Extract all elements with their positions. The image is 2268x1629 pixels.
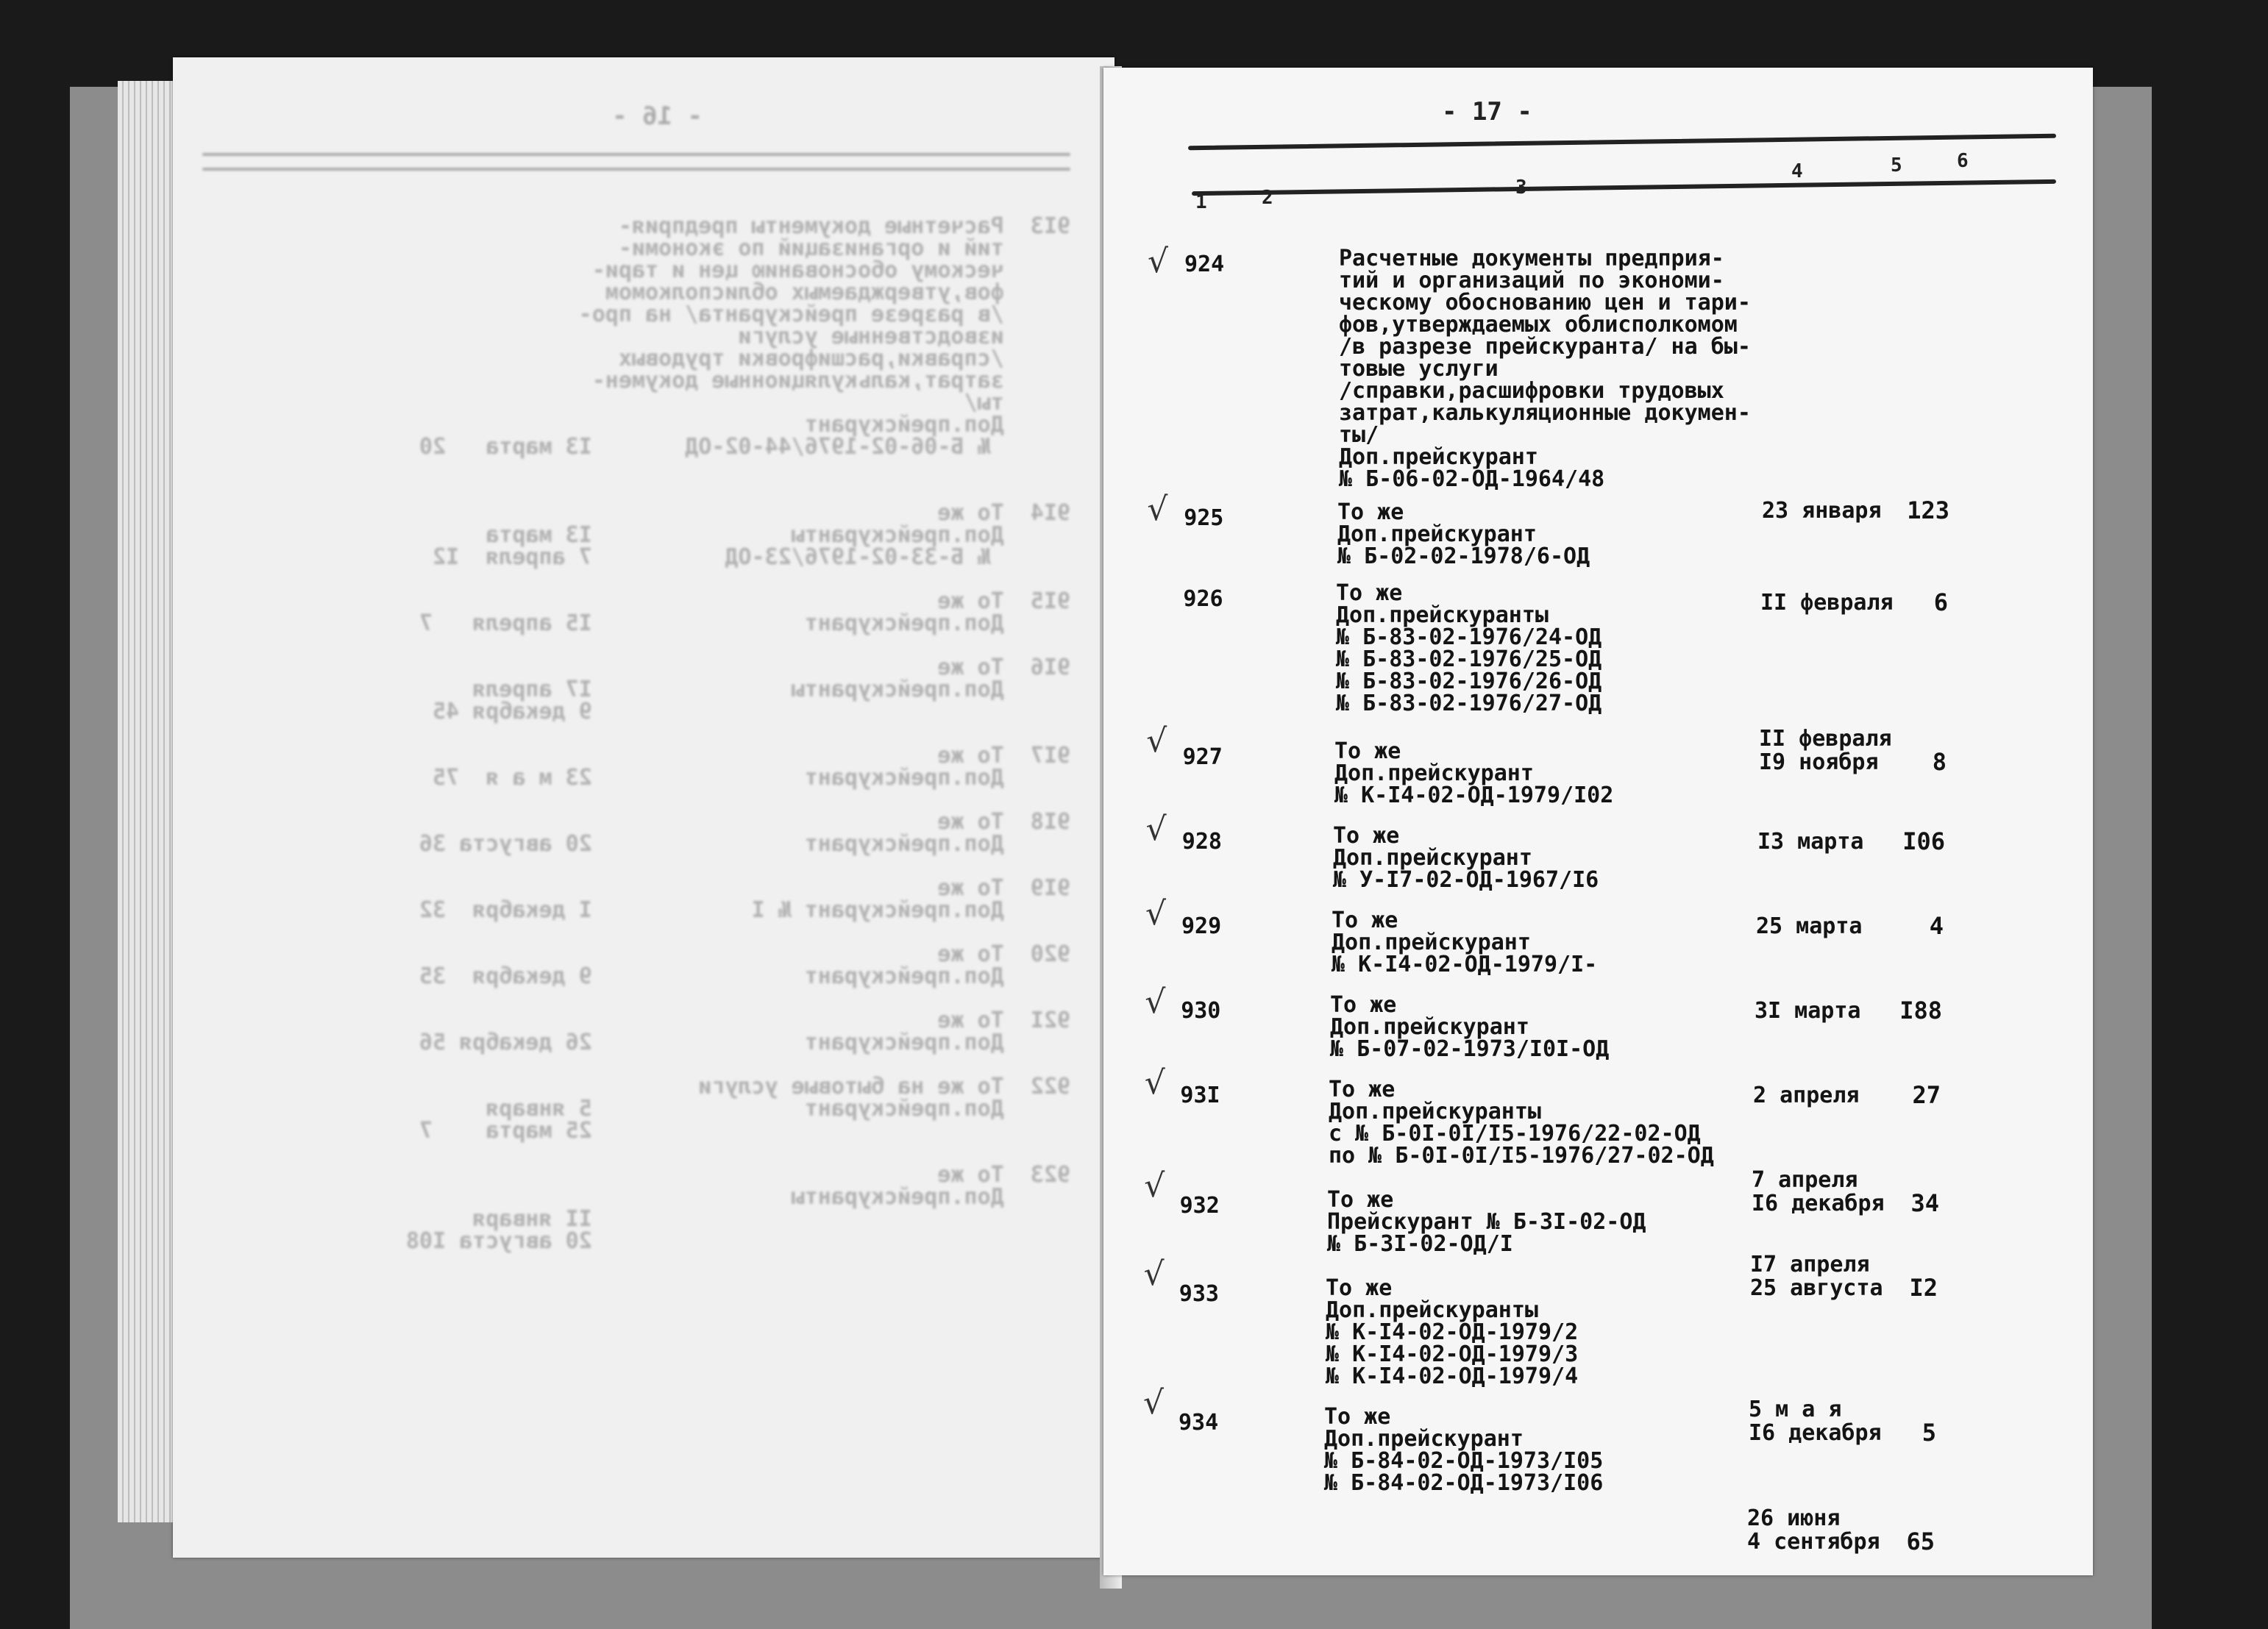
description-line: № Б-83-02-1976/26-ОД <box>1336 669 1602 694</box>
description-line: То же <box>1324 1404 1391 1430</box>
description-line: № Б-07-02-1973/I0I-ОД <box>1330 1036 1610 1062</box>
left-header-rule-2 <box>202 168 1070 171</box>
left-page-ghost-text: 9I3 Расчетные документы предприя- тий и организаций по экономи- ческому обоснованию цен и тари- фов,утверждаемых облисполкомом /в разрезе прейскуранта/ на про- изводственные услуги /справки,расшифровки трудовых затрат,калькуляционные докумен- ты/ Доп.прейскурант № Б-06-02-1976/44-02-ОД I3 марта 20 9I4 То же Доп.прейскуранты I3 марта № Б-33-02-1976/23-ОД 7 апреля I2 9I5 То же Доп.прейскурант I5 апреля 7 9I6 То же Доп.прейскуранты I7 апреля 9 декабря 45 9I7 То же Доп.прейскурант 23 м а я 75 9I8 То же Доп.прейскурант 20 августа 36 9I9 То же Доп.прейскурант № I I декабря 32 920 То же Доп.прейскурант 9 декабря 35 92I То же Доп.прейскурант 26 декабря 56 922 То же на бытовые услуги Доп.прейскурант 5 января 25 марта 7 923 То же Доп.прейскуранты II января 20 августа I08 <box>405 213 1070 1254</box>
description-line: № Б-3I-02-ОД/I <box>1327 1231 1513 1257</box>
right-page <box>1103 68 2093 1575</box>
description-line: Доп.прейскуранты <box>1329 1099 1541 1124</box>
description-line: № Б-02-02-1978/6-ОД <box>1337 543 1590 569</box>
entry-number: 924 <box>1184 252 1225 277</box>
left-page-bleed-through <box>173 57 1115 1558</box>
entry-sheet-count: 34 <box>1910 1189 1939 1217</box>
description-line: № У-I7-02-ОД-1967/I6 <box>1333 867 1599 893</box>
description-line: Расчетные документы предприя- <box>1339 246 1724 271</box>
column-header-5: 5 <box>1891 154 1902 177</box>
header-rule-top <box>1188 134 2056 150</box>
description-line: № Б-06-02-ОД-1964/48 <box>1339 466 1605 492</box>
description-line: № К-I4-02-ОД-1979/3 <box>1326 1341 1579 1367</box>
description-line: То же <box>1336 580 1403 606</box>
checkmark-icon: √ <box>1145 895 1167 933</box>
checkmark-icon: √ <box>1145 983 1166 1021</box>
description-line: № К-I4-02-ОД-1979/2 <box>1326 1319 1579 1345</box>
right-page-number: - 17 - <box>1442 97 1532 126</box>
entry-date: I9 ноября <box>1759 749 1879 775</box>
entry-number: 933 <box>1179 1281 1219 1307</box>
description-line: То же <box>1327 1187 1394 1213</box>
entry-date: II февраля <box>1759 726 1892 752</box>
description-line: № Б-83-02-1976/25-ОД <box>1336 646 1602 672</box>
column-header-1: 1 <box>1195 191 1207 213</box>
entry-sheet-count: 6 <box>1933 588 1948 616</box>
entry-date: 26 июня <box>1747 1505 1841 1531</box>
entry-sheet-count: 123 <box>1907 496 1949 524</box>
checkmark-icon: √ <box>1145 810 1167 848</box>
description-line: То же <box>1330 992 1397 1018</box>
column-header-6: 6 <box>1957 150 1969 172</box>
entry-number: 929 <box>1181 913 1222 939</box>
description-line: То же <box>1334 738 1401 764</box>
description-line: То же <box>1332 908 1398 933</box>
entry-description <box>1329 1079 1714 1167</box>
description-line: То же <box>1329 1077 1396 1102</box>
entry-number: 928 <box>1181 829 1222 855</box>
checkmark-icon: √ <box>1143 1255 1165 1293</box>
entry-description <box>1336 582 1602 715</box>
entry-description <box>1334 738 1614 808</box>
entry-description <box>1332 910 1597 976</box>
left-page <box>173 57 1115 1558</box>
entry-description <box>1324 1406 1603 1494</box>
checkmark-icon: √ <box>1146 722 1167 760</box>
entry-description <box>1330 994 1609 1061</box>
description-line: № Б-84-02-ОД-1973/I06 <box>1324 1470 1604 1496</box>
entry-number: 93I <box>1180 1083 1220 1108</box>
description-line: Доп.прейскуранты <box>1336 602 1549 628</box>
description-line: /в разрезе прейскуранта/ на бы- <box>1339 334 1751 360</box>
entry-number: 925 <box>1184 505 1224 531</box>
description-line: /справки,расшифровки трудовых <box>1339 378 1724 404</box>
entry-number: 932 <box>1179 1193 1220 1219</box>
entry-date: 25 марта <box>1756 913 1863 939</box>
entry-date: 4 сентября <box>1747 1529 1880 1555</box>
column-header-2: 2 <box>1262 187 1273 209</box>
entry-sheet-count: I06 <box>1902 827 1945 855</box>
entry-description <box>1326 1277 1578 1388</box>
entry-description <box>1327 1189 1646 1255</box>
entry-date: 3I марта <box>1755 998 1861 1024</box>
left-page-number: - 16 - <box>612 101 703 131</box>
description-line: ты/ <box>1339 422 1379 448</box>
entry-sheet-count: I88 <box>1899 997 1942 1024</box>
entry-date: 25 августа <box>1750 1275 1883 1301</box>
entry-date: I6 декабря <box>1752 1191 1885 1216</box>
entry-sheet-count: 65 <box>1906 1528 1935 1555</box>
checkmark-icon: √ <box>1144 1064 1165 1102</box>
description-line: Доп.прейскурант <box>1330 1014 1529 1040</box>
entry-number: 934 <box>1179 1410 1219 1436</box>
description-line: То же <box>1326 1275 1393 1301</box>
description-line: Доп.прейскурант <box>1339 444 1538 470</box>
entry-number: 926 <box>1183 586 1223 612</box>
description-line: ческому обоснованию цен и тари- <box>1339 290 1751 316</box>
column-header-3: 3 <box>1515 177 1527 199</box>
description-line: затрат,калькуляционные докумен- <box>1339 400 1751 426</box>
description-line: Доп.прейскурант <box>1333 845 1532 871</box>
description-line: № Б-83-02-1976/27-ОД <box>1336 691 1602 716</box>
entry-description <box>1333 825 1599 891</box>
description-line: Доп.прейскурант <box>1334 760 1534 786</box>
description-line: тий и организаций по экономи- <box>1339 268 1724 293</box>
description-line: Доп.прейскурант <box>1332 930 1531 955</box>
entry-description <box>1339 248 1751 491</box>
description-line: То же <box>1333 823 1400 849</box>
description-line: фов,утверждаемых облисполкомом <box>1339 312 1738 338</box>
description-line: по № Б-0I-0I/I5-1976/27-02-ОД <box>1329 1143 1714 1169</box>
header-rule-bottom <box>1192 179 2056 196</box>
description-line: № К-I4-02-ОД-1979/I- <box>1332 952 1598 977</box>
entry-sheet-count: 5 <box>1922 1419 1936 1447</box>
description-line: № К-I4-02-ОД-1979/4 <box>1326 1364 1579 1389</box>
description-line: № Б-84-02-ОД-1973/I05 <box>1324 1448 1604 1474</box>
entry-sheet-count: I2 <box>1909 1274 1938 1302</box>
checkmark-icon: √ <box>1148 243 1169 280</box>
entry-date: II февраля <box>1760 590 1894 616</box>
description-line: То же <box>1337 499 1404 525</box>
entry-date: 23 января <box>1762 498 1882 524</box>
column-header-4: 4 <box>1791 160 1803 182</box>
checkmark-icon: √ <box>1147 491 1168 528</box>
entry-date: 2 апреля <box>1753 1083 1860 1108</box>
entry-date: 5 м а я <box>1749 1397 1842 1422</box>
entry-description <box>1337 499 1590 569</box>
entry-date: 7 апреля <box>1752 1167 1858 1193</box>
entry-sheet-count: 4 <box>1929 912 1944 940</box>
entry-number: 927 <box>1182 744 1223 770</box>
entry-date: I7 апреля <box>1750 1252 1870 1277</box>
description-line: Доп.прейскурант <box>1337 521 1537 547</box>
left-header-rule <box>202 153 1070 156</box>
description-line: с № Б-0I-0I/I5-1976/22-02-ОД <box>1329 1121 1701 1147</box>
entry-number: 930 <box>1181 998 1221 1024</box>
description-line: Доп.прейскурант <box>1324 1426 1524 1452</box>
checkmark-icon: √ <box>1144 1167 1165 1205</box>
entry-sheet-count: 27 <box>1912 1081 1941 1109</box>
description-line: Доп.прейскуранты <box>1326 1297 1538 1323</box>
description-line: Прейскурант № Б-3I-02-ОД <box>1327 1209 1646 1235</box>
description-line: товые услуги <box>1339 356 1499 382</box>
description-line: № К-I4-02-ОД-1979/I02 <box>1334 783 1614 808</box>
entry-date: I6 декабря <box>1749 1420 1882 1446</box>
entry-sheet-count: 8 <box>1932 748 1947 776</box>
checkmark-icon: √ <box>1143 1384 1165 1422</box>
description-line: № Б-83-02-1976/24-ОД <box>1336 624 1602 650</box>
entry-date: I3 марта <box>1757 829 1864 855</box>
